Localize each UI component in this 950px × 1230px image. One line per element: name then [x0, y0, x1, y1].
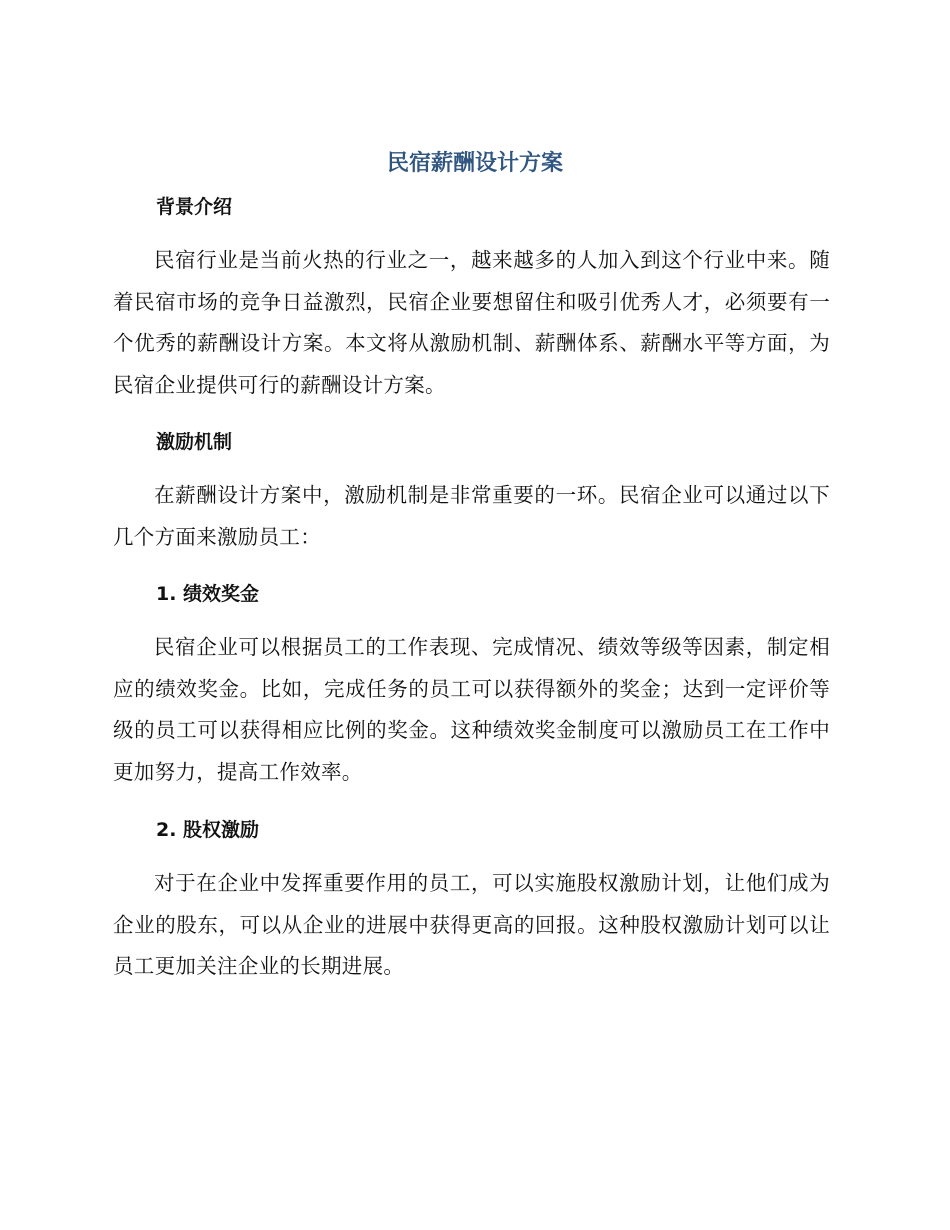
- document-title: 民宿薪酬设计方案: [386, 151, 563, 176]
- section-paragraph-equity-incentive: 对于在企业中发挥重要作用的员工，可以实施股权激励计划，让他们成为企业的股东，可以从企业的进展中获得更高的回报。这种股权激励计划可以让员工更加关注企业的长期进展。: [113, 871, 830, 978]
- section-heading-incentive: 激励机制: [156, 431, 233, 453]
- section-paragraph-incentive: 在薪酬设计方案中，激励机制是非常重要的一环。民宿企业可以通过以下几个方面来激励员工：: [113, 483, 830, 549]
- section-heading-background: 背景介绍: [156, 196, 233, 218]
- section-heading-equity-incentive: 2. 股权激励: [156, 819, 260, 841]
- section-paragraph-background: 民宿行业是当前火热的行业之一，越来越多的人加入到这个行业中来。随着民宿市场的竞争日益激烈，民宿企业要想留住和吸引优秀人才，必须要有一个优秀的薪酬设计方案。本文将从激励机制、薪酬体系、薪酬水平等方面，为民宿企业提供可行的薪酬设计方案。: [113, 248, 830, 397]
- section-paragraph-performance-bonus: 民宿企业可以根据员工的工作表现、完成情况、绩效等级等因素，制定相应的绩效奖金。比如，完成任务的员工可以获得额外的奖金；达到一定评价等级的员工可以获得相应比例的奖金。这种绩效奖金制度可以激励员工在工作中更加努力，提高工作效率。: [113, 635, 830, 784]
- section-heading-performance-bonus: 1. 绩效奖金: [156, 583, 260, 605]
